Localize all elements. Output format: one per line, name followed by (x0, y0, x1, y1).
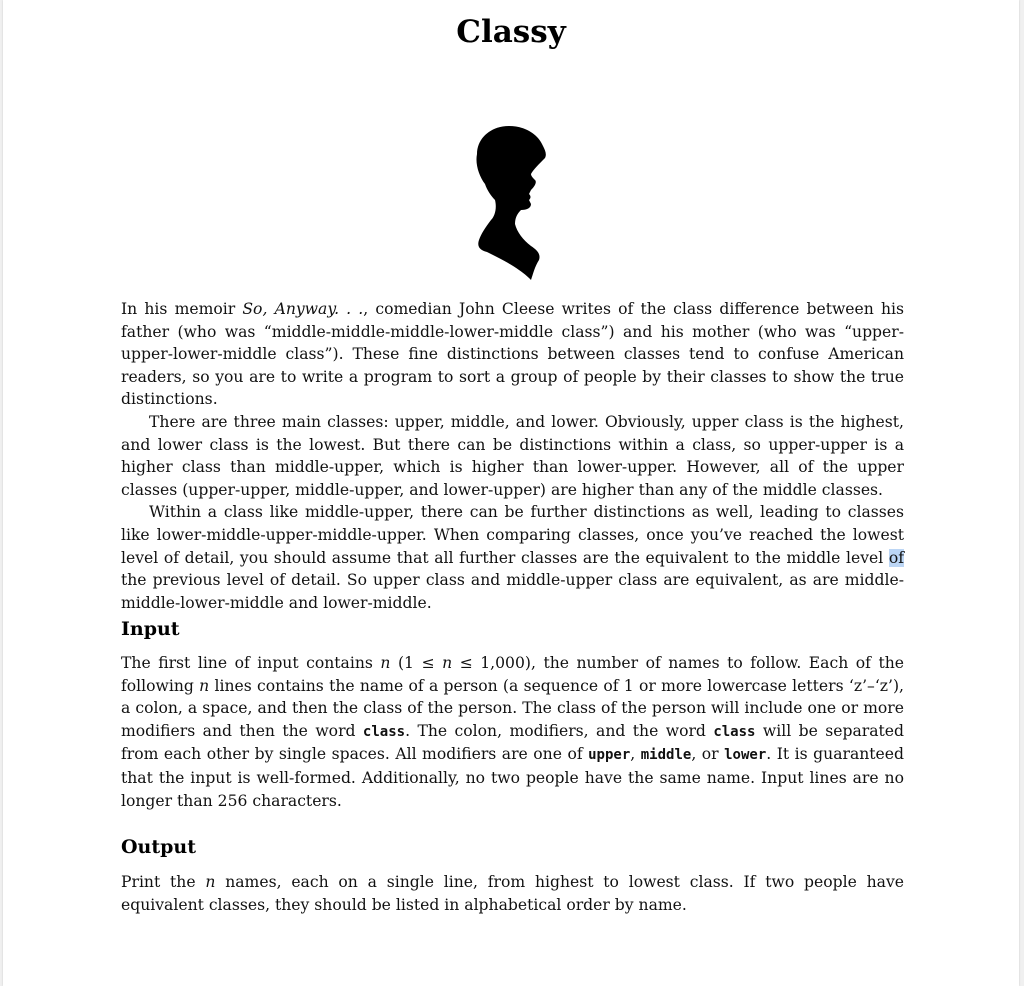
input-text: , (630, 745, 641, 764)
output-text: names, each on a single line, from highest to lowest class. If two people have equivalent classes, they should be listed in alphabetical order by name. (121, 873, 904, 914)
input-text: will be separated from each other by single spaces. All modifiers are one of (121, 721, 904, 764)
output-heading: Output (121, 836, 197, 858)
input-text: lines contains the name of a person (a sequence of 1 or more lowercase letters ‘z’–‘z’), a colon, a space, and then the class of the person. The class of the person will include one or more modifiers and then the word (121, 676, 904, 740)
code-keyword: class (713, 723, 756, 740)
code-keyword: class (362, 723, 406, 740)
paragraph-2: There are three main classes: upper, middle, and lower. Obviously, upper class is the highest, and lower class is the lowest. But there can be distinctions within a class, so upper-upper is a higher class than middle-upper, which is higher than lower-upper. However, all of the upper classes (upper-upper, middle-upper, and lower-upper) are higher than any of the middle classes. (121, 412, 904, 499)
code-keyword: lower (724, 747, 767, 764)
document-page (3, 0, 1019, 986)
book-title: So, Anyway. . . (242, 300, 364, 318)
p3-text-a: Within a class like middle-upper, there can be further distinctions as well, leading to classes like lower-middle-upper-middle-upper. When comparing classes, once you’ve reached the lowest level of detail, you should assume that all further classes are the equivalent to the middle level (121, 503, 904, 567)
input-text: . It is guaranteed that the input is well-formed. Additionally, no two people have the same name. Input lines are no longer than 256 characters. (121, 745, 904, 810)
output-paragraph (121, 871, 904, 916)
math-var: n (380, 654, 391, 672)
input-text: , or (691, 745, 725, 764)
math-var: n (205, 873, 216, 891)
input-text: The first line of input contains (121, 654, 381, 672)
selected-text[interactable]: of (888, 548, 904, 567)
math-var: n (442, 654, 453, 672)
output-text: Print the (121, 873, 206, 891)
p1-text-b: , comedian John Cleese writes of the class difference between his father (who was “middle-middle-middle-lower-middle class”) and his mother (who was “upper-upper-lower-middle class”). These fine distinctions between classes tend to confuse American readers, so you are to write a program to sort a group of people by their classes to show the true distinctions. (121, 300, 905, 409)
code-keyword: upper (588, 747, 631, 764)
p3-text-b: the previous level of detail. So upper class and middle-upper class are equivalent, as are middle-middle-lower-middle and lower-middle. (121, 571, 904, 612)
paragraph-1 (121, 298, 904, 411)
input-paragraph (121, 652, 904, 812)
paragraph-3 (121, 501, 904, 614)
problem-title: Classy (456, 14, 566, 50)
p1-text-a: In his memoir (121, 300, 243, 318)
output-body (121, 871, 904, 916)
silhouette-image (469, 124, 553, 280)
math-var: n (199, 676, 210, 695)
statement-body (121, 298, 904, 614)
input-text: . The colon, modifiers, and the word (405, 721, 714, 740)
input-text: (1 ≤ (390, 654, 443, 672)
input-heading: Input (121, 618, 180, 640)
input-text: ≤ 1,000), the number of names to follow. Each of the following (121, 654, 904, 695)
code-keyword: middle (640, 747, 692, 764)
input-body (121, 652, 904, 812)
